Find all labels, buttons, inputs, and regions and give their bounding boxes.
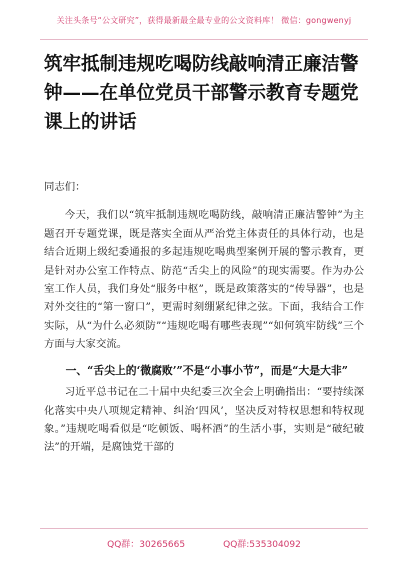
footer-qq-group-1: QQ群：30265665: [107, 539, 186, 550]
header-divider: [40, 39, 368, 40]
footer-divider: [40, 528, 368, 529]
header-banner: [0, 0, 408, 40]
greeting: 同志们：: [44, 181, 86, 193]
document-body: [44, 178, 364, 457]
section-heading-1: 一、“舌尖上的‘微腐败’”不是“小事小节”，而是“大是大非”: [65, 363, 348, 377]
document-title: 筑牢抵制违规吃喝防线敲响清正廉洁警钟——在单位党员干部警示教育专题党课上的讲话: [44, 54, 359, 133]
footer-qq-group-2: QQ群:535304092: [223, 539, 301, 550]
header-notice: 关注头条号“公文研究”，获得最新最全最专业的公文资料库！ 微信：gongwenyj: [56, 15, 352, 25]
paragraph-intro: 今天，我们以“筑牢抵制违规吃喝防线，敲响清正廉洁警钟”为主题召开专题党课，既是落实全面从严治党主体责任的具体行动，也是结合近期上级纪委通报的多起违规吃喝典型案例开展的警示教育，更是针对办公室工作特点、防范“舌尖上的风险”的现实需要。作为办公室工作人员，我们身处“服务中枢”，既是政策落实的“传导器”，也是对外交往的“第一窗口”，更需时刻绷紧纪律之弦。下面，我结合工作实际，从“为什么必须防”“违规吃喝有哪些表现”“如何筑牢防线”三个方面与大家交流。: [44, 209, 364, 351]
footer-banner: [0, 530, 408, 556]
paragraph-section-1: 习近平总书记在二十届中央纪委三次全会上明确指出：“要持续深化落实中央八项规定精神、纠治‘四风’，坚决反对特权思想和特权现象。”违规吃喝看似是“吃顿饭、喝杯酒”的生活小事，实则是“破纪破法”的开端，是腐蚀党干部的: [44, 386, 364, 454]
